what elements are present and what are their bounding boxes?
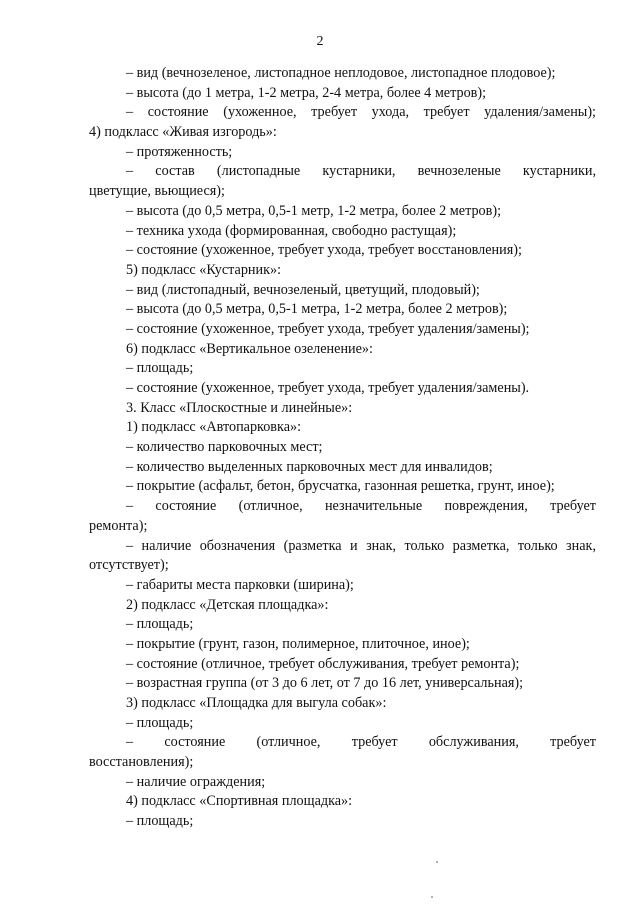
text-line: цветущие, вьющиеся); bbox=[89, 183, 225, 200]
text-line: – состояние (ухоженное, требует ухода, требует восстановления); bbox=[126, 242, 522, 259]
text-line: – возрастная группа (от 3 до 6 лет, от 7 до 16 лет, универсальная); bbox=[126, 675, 524, 692]
text-line: – состояние (ухоженное, требует ухода, требует удаления/замены); bbox=[126, 320, 530, 337]
text-line: – площадь; bbox=[126, 616, 194, 633]
text-line: – состав (листопадные кустарники, вечнозеленые кустарники, bbox=[126, 163, 596, 180]
text-line: – высота (до 0,5 метра, 0,5-1 метр, 1-2 метра, более 2 метров); bbox=[126, 202, 502, 219]
text-line: – вид (вечнозеленое, листопадное неплодовое, листопадное плодовое); bbox=[126, 65, 556, 81]
text-line: – габариты места парковки (ширина); bbox=[126, 576, 354, 593]
text-line: 3. Класс «Плоскостные и линейные»: bbox=[126, 399, 353, 416]
text-line: – площадь; bbox=[126, 813, 194, 830]
text-line: – высота (до 1 метра, 1-2 метра, 2-4 метра, более 4 метров); bbox=[126, 84, 487, 101]
text-line: – состояние (отличное, требует обслуживания, требует bbox=[126, 734, 596, 751]
scan-speck bbox=[436, 861, 438, 863]
text-line: 3) подкласс «Площадка для выгула собак»: bbox=[126, 695, 387, 711]
text-line: ремонта); bbox=[89, 517, 148, 534]
text-line: – техника ухода (формированная, свободно растущая); bbox=[126, 222, 457, 239]
text-line: – количество выделенных парковочных мест для инвалидов; bbox=[126, 458, 493, 475]
scan-speck bbox=[431, 896, 433, 898]
text-line: – покрытие (асфальт, бетон, брусчатка, газонная решетка, грунт, иное); bbox=[126, 478, 555, 495]
text-line: – состояние (ухоженное, требует ухода, требует удаления/замены). bbox=[126, 380, 530, 396]
text-line: восстановления); bbox=[89, 754, 194, 771]
document-body bbox=[89, 64, 596, 832]
text-line: – вид (листопадный, вечнозеленый, цветущий, плодовый); bbox=[126, 281, 480, 298]
text-line: – покрытие (грунт, газон, полимерное, плиточное, иное); bbox=[126, 635, 470, 652]
text-line: – наличие обозначения (разметка и знак, только разметка, только знак, bbox=[126, 537, 596, 554]
text-line: 5) подкласс «Кустарник»: bbox=[126, 261, 282, 278]
text-line: – площадь; bbox=[126, 714, 194, 731]
text-line: отсутствует); bbox=[89, 557, 169, 574]
text-line: – состояние (ухоженное, требует ухода, требует удаления/замены); bbox=[126, 104, 596, 121]
text-line: 6) подкласс «Вертикальное озеленение»: bbox=[126, 340, 373, 357]
text-line: – состояние (отличное, требует обслуживания, требует ремонта); bbox=[126, 655, 520, 672]
text-line: 2) подкласс «Детская площадка»: bbox=[126, 596, 329, 613]
page-number: 2 bbox=[316, 34, 324, 49]
text-line: – площадь; bbox=[126, 360, 194, 377]
text-line: – протяженность; bbox=[126, 143, 233, 160]
text-line: – наличие ограждения; bbox=[126, 773, 266, 790]
text-line: – высота (до 0,5 метра, 0,5-1 метра, 1-2 метра, более 2 метров); bbox=[126, 301, 508, 318]
text-line: 1) подкласс «Автопарковка»: bbox=[126, 419, 302, 436]
text-line: – состояние (отличное, незначительные повреждения, требует bbox=[126, 498, 596, 515]
text-line: 4) подкласс «Спортивная площадка»: bbox=[126, 793, 353, 810]
text-line: 4) подкласс «Живая изгородь»: bbox=[89, 124, 277, 141]
text-line: – количество парковочных мест; bbox=[126, 439, 323, 456]
